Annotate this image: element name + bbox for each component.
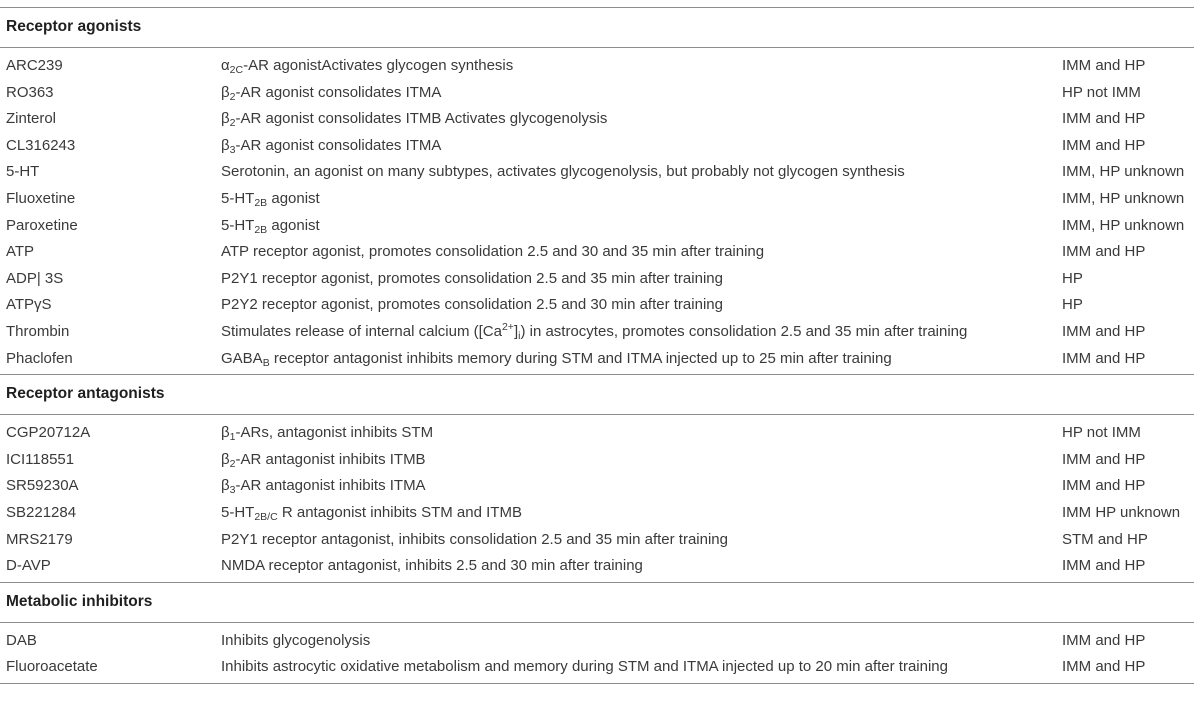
drug-name: Paroxetine	[6, 216, 78, 234]
drug-description: $\beta_2-AR$ antagonist inhibits ITMB	[221, 450, 426, 470]
table-row	[0, 447, 1194, 474]
drug-name: ADP| 3S	[6, 269, 64, 287]
table-bottom-rule	[0, 683, 1194, 684]
site-of-action: IMM and HP	[1062, 349, 1146, 367]
drug-description: Inhibits astrocytic oxidative metabolism and memory during STM and ITMA injected up to 20 min after training	[221, 658, 948, 676]
section-heading: Receptor antagonists	[6, 385, 165, 403]
site-of-action: IMM, HP unknown	[1062, 163, 1185, 181]
drug-description: $5-HT_{2B}$ agonist	[221, 216, 320, 236]
table-row	[0, 319, 1194, 346]
drug-name: 5-HT	[6, 163, 40, 181]
section-heading-rule	[0, 414, 1194, 415]
drug-description: Serotonin, an agonist on many subtypes, activates glycogenolysis, but probably not glycogen synthesis	[221, 163, 905, 181]
section-heading-rule	[0, 622, 1194, 623]
table-row	[0, 292, 1194, 319]
drug-name: ARC239	[6, 57, 63, 74]
table-row	[0, 266, 1194, 293]
site-of-action: IMM and HP	[1062, 323, 1146, 340]
drug-description: P2Y2 receptor agonist, promotes consolidation 2.5 and 30 min after training	[221, 296, 723, 314]
drug-name: D-AVP	[6, 557, 51, 575]
site-of-action: STM and HP	[1062, 530, 1148, 548]
drug-description: $\beta_3-AR$ agonist consolidates ITMA	[221, 136, 442, 156]
site-of-action: HP not IMM	[1062, 424, 1141, 442]
drug-name: MRS2179	[6, 530, 73, 548]
site-of-action: IMM, HP unknown	[1062, 216, 1185, 234]
site-of-action: IMM and HP	[1062, 658, 1146, 676]
site-of-action: IMM and HP	[1062, 631, 1146, 649]
table-row	[0, 654, 1194, 681]
drug-description: $\beta_1$-ARs, antagonist inhibits STM	[221, 424, 434, 444]
drug-description: $5-HT_{2B}$ agonist	[221, 190, 320, 209]
drug-name: ATP	[6, 243, 35, 261]
table-row	[0, 213, 1194, 240]
section-heading: Metabolic inhibitors	[6, 592, 153, 610]
table-row	[0, 500, 1194, 527]
site-of-action: IMM and HP	[1062, 477, 1146, 495]
site-of-action: IMM and HP	[1062, 110, 1146, 128]
site-of-action: IMM and HP	[1062, 450, 1146, 468]
section-divider	[0, 582, 1194, 583]
site-of-action: HP	[1062, 269, 1083, 287]
site-of-action: HP	[1062, 296, 1083, 314]
drug-name: ICI118551	[6, 450, 75, 468]
drug-description: $\beta_2-AR$ agonist consolidates ITMB Activates glycogenolysis	[221, 110, 608, 130]
table-row	[0, 159, 1194, 186]
site-of-action: IMM and HP	[1062, 57, 1146, 74]
site-of-action: IMM HP unknown	[1062, 504, 1181, 521]
drug-description: $\beta_3-AR$ antagonist inhibits ITMA	[221, 477, 426, 497]
drug-name: Zinterol	[6, 110, 57, 128]
drug-description: NMDA receptor antagonist, inhibits 2.5 and 30 min after training	[221, 557, 643, 575]
section-divider	[0, 374, 1194, 375]
drug-description: $5-HT_{2B/C}$ R antagonist inhibits STM and ITMB	[221, 504, 522, 523]
table-row	[0, 346, 1194, 373]
site-of-action: IMM and HP	[1062, 136, 1146, 154]
drug-description: P2Y1 receptor antagonist, inhibits consolidation 2.5 and 35 min after training	[221, 530, 728, 548]
drug-name: Fluoroacetate	[6, 658, 98, 676]
table-row	[0, 106, 1194, 133]
site-of-action: IMM and HP	[1062, 243, 1146, 261]
table-row	[0, 239, 1194, 266]
table-row	[0, 53, 1194, 80]
drug-description: ATP receptor agonist, promotes consolidation 2.5 and 30 and 35 min after training	[221, 243, 765, 261]
drug-description: $GABA_B$ receptor antagonist inhibits memory during STM and ITMA injected up to 25 min after training	[221, 349, 892, 369]
table-row	[0, 553, 1194, 580]
table-row	[0, 80, 1194, 107]
drug-name: SR59230A	[6, 477, 79, 495]
site-of-action: IMM, HP unknown	[1062, 190, 1185, 207]
site-of-action: IMM and HP	[1062, 557, 1146, 575]
drug-name: ATPγS	[6, 296, 52, 314]
drug-name: CGP20712A	[6, 424, 91, 442]
drug-name: DAB	[6, 631, 37, 649]
site-of-action: HP not IMM	[1062, 83, 1141, 101]
drug-name: Thrombin	[6, 323, 70, 340]
drug-description: $\alpha_{2C}-AR$ agonistActivates glycogen synthesis	[221, 57, 514, 76]
drug-name: Phaclofen	[6, 349, 73, 367]
drug-name: CL316243	[6, 136, 76, 154]
table-row	[0, 473, 1194, 500]
section-heading: Receptor agonists	[6, 18, 142, 35]
section-divider	[0, 7, 1194, 8]
drug-name: SB221284	[6, 504, 77, 521]
table-row	[0, 527, 1194, 554]
table-row	[0, 420, 1194, 447]
drug-description: Inhibits glycogenolysis	[221, 631, 371, 649]
table-row	[0, 133, 1194, 160]
drug-name: Fluoxetine	[6, 190, 76, 207]
drug-description: $\beta_2-AR$ agonist consolidates ITMA	[221, 83, 442, 103]
section-heading-rule	[0, 47, 1194, 48]
table-row	[0, 186, 1194, 213]
drug-name: RO363	[6, 83, 54, 101]
drug-description: P2Y1 receptor agonist, promotes consolidation 2.5 and 35 min after training	[221, 269, 723, 287]
table-row	[0, 628, 1194, 655]
drug-description: Stimulates release of internal calcium $([Ca^{2+}]_i)$ in astrocytes, promotes consolidation 2.5 and 35 min after training	[221, 321, 968, 342]
